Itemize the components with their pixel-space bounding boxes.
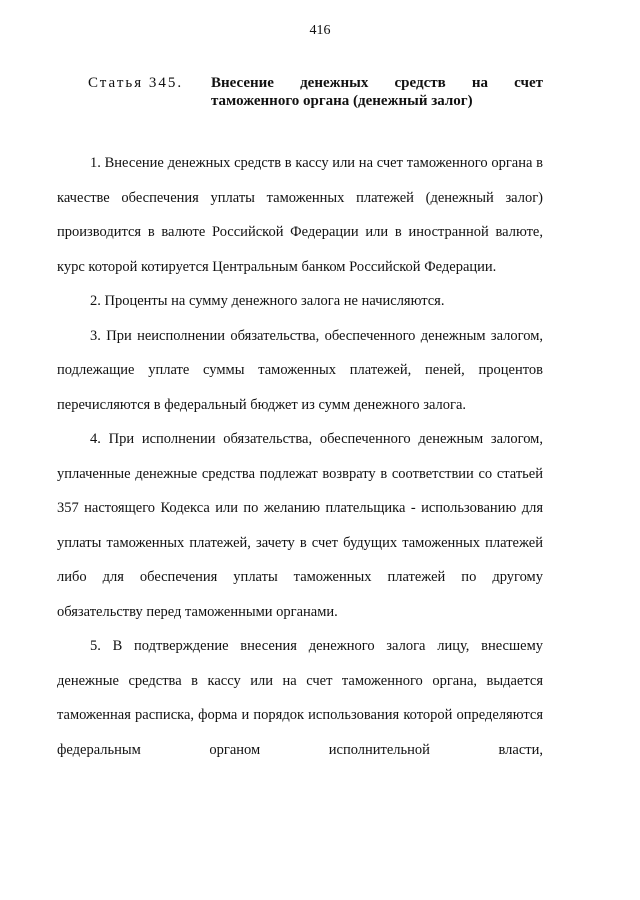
paragraph-5: 5. В подтверждение внесения денежного залога лицу, внесшему денежные средства в кассу или на счет таможенного органа, выдается таможенная расписка, форма и порядок использования которой определяются федеральным органом исполнительной власти, [57,638,543,758]
paragraph-3: 3. При неисполнении обязательства, обеспеченного денежным залогом, подлежащие уплате суммы таможенных платежей, пеней, процентов перечисляются в федеральный бюджет из сумм денежного залога. [57,327,543,413]
article-body [57,146,543,767]
article-title [211,74,543,110]
paragraph-2: 2. Проценты на сумму денежного залога не начисляются. [90,293,445,309]
page-number: 416 [309,23,331,38]
article-title-line-2: таможенного органа (денежный залог) [211,93,473,109]
paragraph-1: 1. Внесение денежных средств в кассу или на счет таможенного органа в качестве обеспечения уплаты таможенных платежей (денежный залог) производится в валюте Российской Федерации или в иностранной валюте, курс которой котируется Центральным банком Российской Федерации. [57,155,543,275]
article-title-line-1: Внесение денежных средств на счет [211,75,543,91]
article-label: Статья 345. [88,75,184,91]
paragraph-4: 4. При исполнении обязательства, обеспеченного денежным залогом, уплаченные денежные средства подлежат возврату в соответствии со статьей 357 настоящего Кодекса или по желанию плательщика - использованию для уплаты таможенных платежей, зачету в счет будущих таможенных платежей либо для обеспечения уплаты таможенных платежей по другому обязательству перед таможенными органами. [57,431,543,620]
